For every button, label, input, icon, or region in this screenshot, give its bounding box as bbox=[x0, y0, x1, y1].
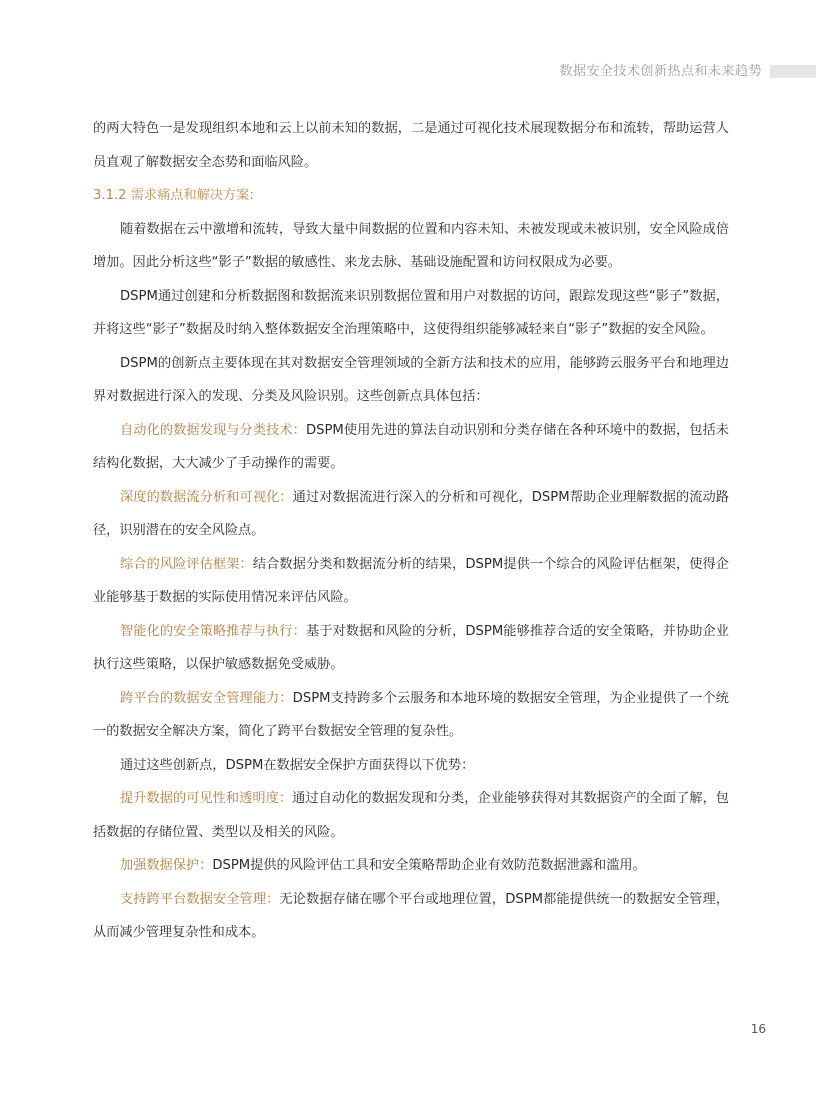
paragraph-dspm-approach: DSPM通过创建和分析数据图和数据流来识别数据位置和用户对数据的访问，跟踪发现这些“影子”数据，并将这些“影子”数据及时纳入整体数据安全治理策略中，这使得组织能够减轻来自“影子”数据的安全风险。 bbox=[93, 288, 729, 337]
paragraph-advantages-intro: 通过这些创新点，DSPM在数据安全保护方面获得以下优势： bbox=[120, 757, 475, 773]
header-title: 数据安全技术创新热点和未来趋势 bbox=[559, 64, 762, 79]
header-decoration-bar bbox=[770, 65, 816, 78]
advantage-label: 提升数据的可见性和透明度： bbox=[120, 791, 293, 806]
advantage-text: 无论数据存储在哪个平台或地理位置，DSPM都能提供统一的数据安全管理，从而减少管理复杂性和成本。 bbox=[93, 891, 729, 940]
paragraph-problem: 随着数据在云中激增和流转，导致大量中间数据的位置和内容未知、未被发现或未被识别，安全风险成倍增加。因此分析这些“影子”数据的敏感性、来龙去脉、基础设施配置和访问权限成为必要。 bbox=[93, 221, 729, 270]
innovation-text: 基于对数据和风险的分析，DSPM能够推荐合适的安全策略，并协助企业执行这些策略，以保护敏感数据免受威胁。 bbox=[93, 623, 729, 672]
advantage-text: DSPM提供的风险评估工具和安全策略帮助企业有效防范数据泄露和滥用。 bbox=[212, 858, 646, 873]
innovation-item bbox=[93, 682, 729, 749]
innovation-label: 深度的数据流分析和可视化： bbox=[120, 489, 293, 505]
innovation-text: DSPM使用先进的算法自动识别和分类存储在各种环境中的数据，包括未结构化数据，大大减少了手动操作的需要。 bbox=[93, 422, 729, 471]
advantage-item bbox=[93, 782, 729, 849]
innovation-label: 综合的风险评估框架： bbox=[120, 556, 253, 572]
innovation-label: 跨平台的数据安全管理能力： bbox=[120, 690, 293, 706]
advantage-label: 支持跨平台数据安全管理： bbox=[120, 891, 280, 907]
innovation-label: 自动化的数据发现与分类技术： bbox=[120, 422, 306, 438]
advantage-item bbox=[93, 849, 729, 883]
paragraph-continued: 的两大特色一是发现组织本地和云上以前未知的数据，二是通过可视化技术展现数据分布和流转，帮助运营人员直观了解数据安全态势和面临风险。 bbox=[93, 121, 729, 170]
paragraph-innovations-intro: DSPM的创新点主要体现在其对数据安全管理领域的全新方法和技术的应用，能够跨云服务平台和地理边界对数据进行深入的发现、分类及风险识别。这些创新点具体包括： bbox=[93, 355, 729, 404]
innovation-label: 智能化的安全策略推荐与执行： bbox=[120, 623, 306, 639]
advantage-text: 通过自动化的数据发现和分类，企业能够获得对其数据资产的全面了解，包括数据的存储位置、类型以及相关的风险。 bbox=[93, 791, 729, 840]
innovation-item bbox=[93, 548, 729, 615]
page-number: 16 bbox=[750, 1022, 766, 1036]
innovation-item bbox=[93, 481, 729, 548]
innovation-text: 通过对数据流进行深入的分析和可视化，DSPM帮助企业理解数据的流动路径，识别潜在的安全风险点。 bbox=[93, 489, 729, 538]
advantage-label: 加强数据保护： bbox=[120, 858, 213, 873]
innovation-text: 结合数据分类和数据流分析的结果，DSPM提供一个综合的风险评估框架，使得企业能够基于数据的实际使用情况来评估风险。 bbox=[93, 556, 729, 605]
advantage-item bbox=[93, 883, 729, 950]
innovation-item bbox=[93, 615, 729, 682]
section-heading: 3.1.2 需求痛点和解决方案: bbox=[93, 188, 254, 203]
page-body bbox=[93, 112, 729, 950]
innovation-text: DSPM支持跨多个云服务和本地环境的数据安全管理，为企业提供了一个统一的数据安全解决方案，简化了跨平台数据安全管理的复杂性。 bbox=[93, 690, 729, 739]
page-header bbox=[0, 62, 816, 82]
innovation-item bbox=[93, 414, 729, 481]
